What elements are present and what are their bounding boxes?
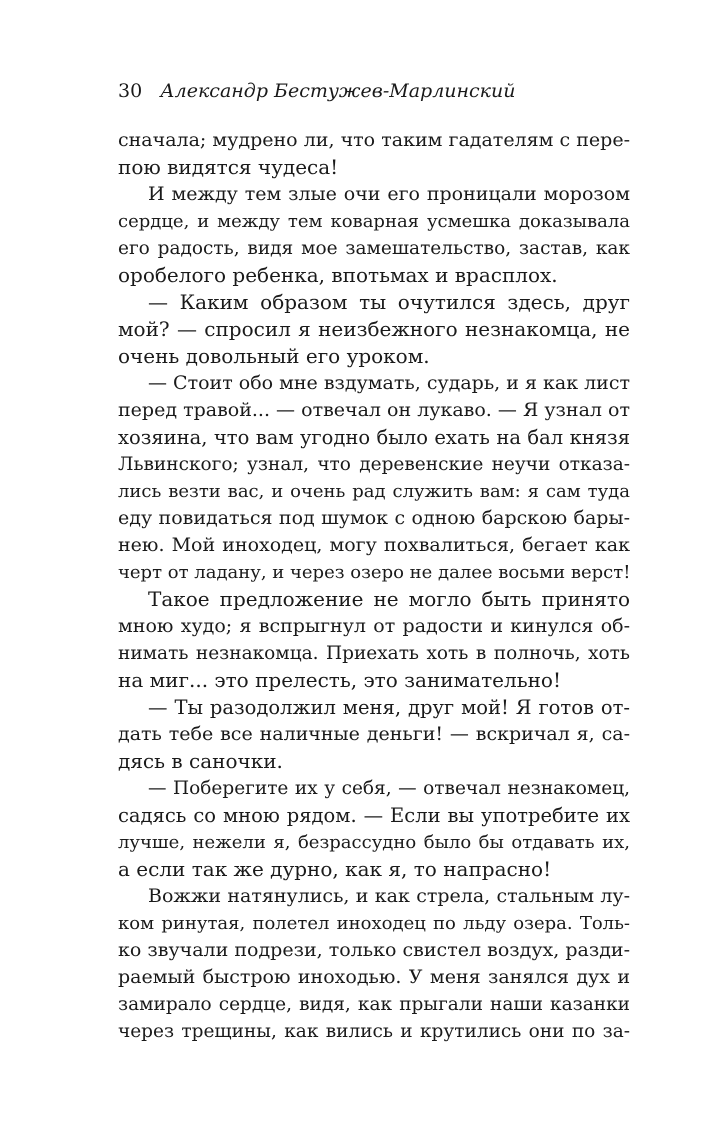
page-number: 30 (118, 80, 143, 102)
running-title: Александр Бестужев-Марлинский (160, 80, 516, 102)
text-line: нимать незнакомца. Приехать хоть в полночь, хоть (118, 643, 630, 664)
text-line: — Каким образом ты очутился здесь, друг (148, 290, 630, 314)
text-line: раемый быстрою иноходью. У меня занялся дух и (118, 966, 630, 988)
text-line: мною худо; я вспрыгнул от радости и кинулся об- (118, 615, 630, 637)
text-line: перед травой... — отвечал он лукаво. — Я узнал от (118, 399, 630, 421)
text-line: ком ринутая, полетел иноходец по льду озера. Толь- (118, 913, 630, 934)
text-line: дать тебе все наличные деньги! — вскричал я, са- (118, 723, 630, 745)
text-line: дясь в саночки. (118, 749, 283, 773)
text-line: черт от ладану, и через озеро не далее восьми верст! (118, 562, 631, 583)
text-line: Вожжи натянулись, и как стрела, стальным лу- (148, 885, 630, 907)
text-line: замирало сердце, видя, как прыгали наши казанки (118, 994, 630, 1015)
text-line: И между тем злые очи его проницали морозом (148, 183, 630, 205)
text-line: пою видятся чудеса! (118, 155, 339, 179)
text-line: его радость, видя мое замешательство, застав, как (118, 238, 630, 259)
running-header (118, 78, 516, 104)
text-line: Такое предложение не могло быть принято (148, 587, 630, 611)
text-line: хозяина, что вам угодно было ехать на бал князя (118, 426, 630, 449)
text-line: лучше, нежели я, безрассудно было бы отдавать их, (118, 832, 630, 853)
text-line: сердце, и между тем коварная усмешка доказывала (118, 211, 630, 232)
text-line: лись везти вас, и очень рад служить вам: я сам туда (118, 481, 630, 502)
text-line: нею. Мой иноходец, могу похвалиться, бегает как (118, 534, 630, 556)
text-line: через трещины, как вились и крутились они по за- (118, 1021, 630, 1042)
text-line: мой? — спросил я неизбежного незнакомца, не (118, 317, 630, 341)
text-line: Львинского; узнал, что деревенские неучи отказа- (118, 454, 630, 475)
text-line: на миг... это прелесть, это занимательно! (118, 668, 561, 692)
text-line: — Поберегите их у себя, — отвечал незнакомец, (148, 778, 630, 799)
text-line: а если так же дурно, как я, то напрасно! (118, 857, 552, 881)
text-line: очень довольный его уроком. (118, 344, 430, 368)
text-line: сначала; мудрено ли, что таким гадателям с пере- (118, 129, 630, 151)
text-line: — Ты разодолжил меня, друг мой! Я готов от- (148, 696, 630, 719)
text-line: ко звучали подрези, только свистел воздух, разди- (118, 939, 630, 961)
text-line: еду повидаться под шумок с одною барскою бары- (118, 507, 630, 529)
text-line: оробелого ребенка, впотьмах и врасплох. (118, 263, 558, 287)
text-line: — Стоит обо мне вздумать, сударь, и я как лист (148, 372, 630, 394)
body-text (118, 127, 630, 1045)
text-line: садясь со мною рядом. — Если вы употребите их (118, 804, 630, 827)
